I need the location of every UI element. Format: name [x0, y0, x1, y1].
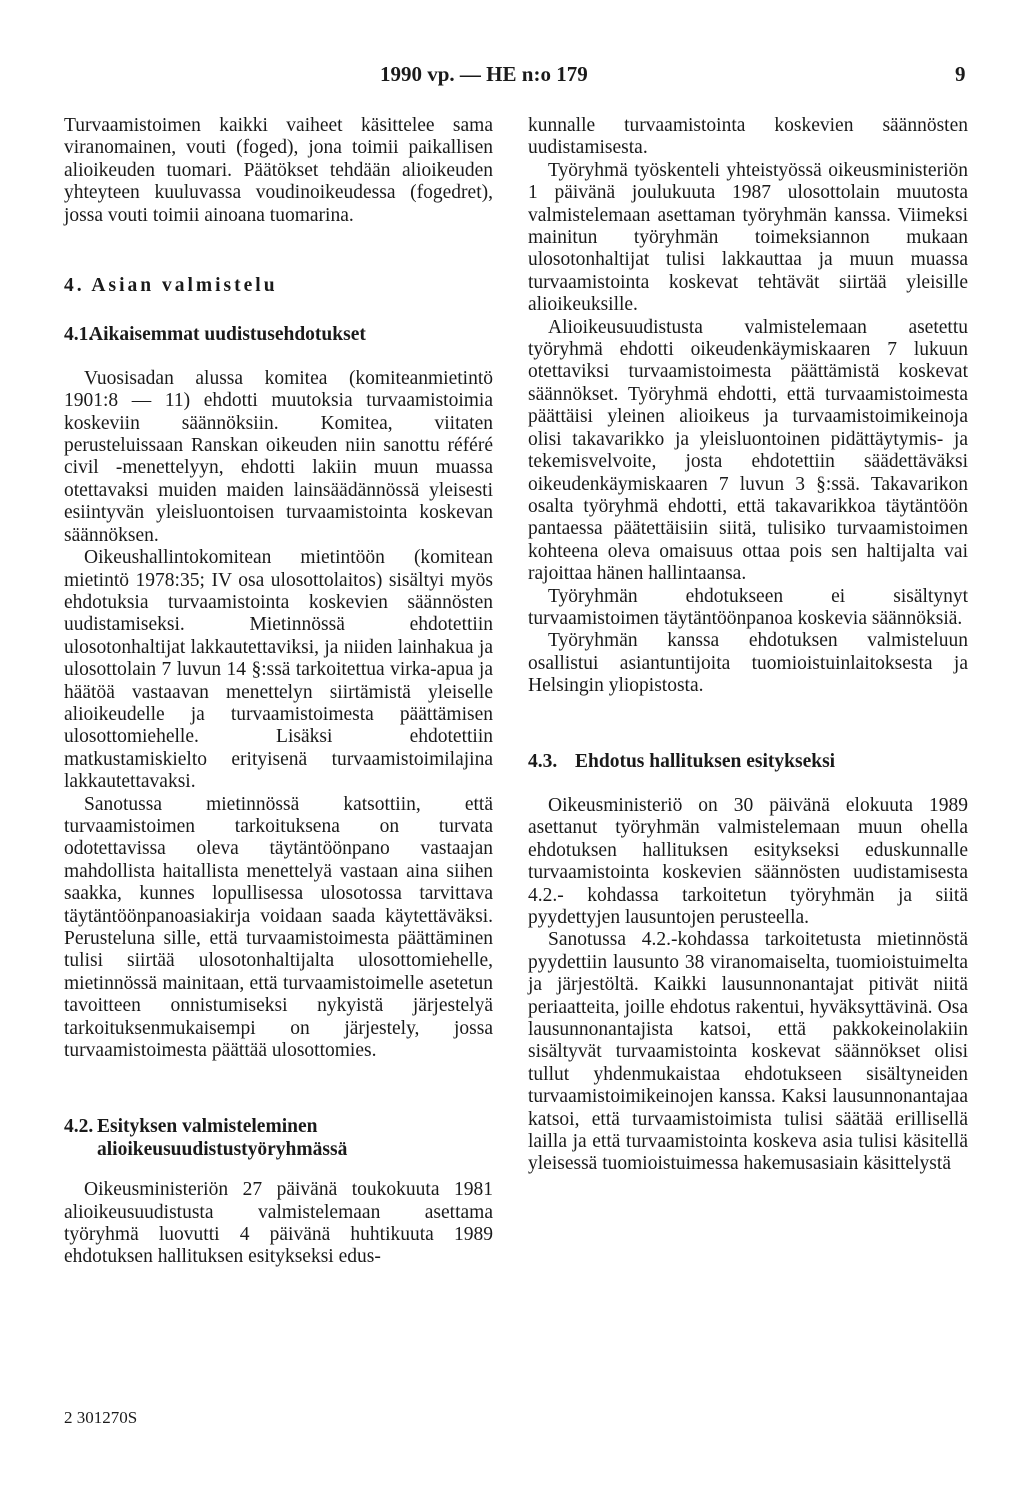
paragraph: Vuosisadan alussa komitea (komiteanmietintö 1901:8 — 11) ehdotti muutoksia turvaamistoimia koskeviin säännöksiin. Komitea, viitaten perusteluissaan Ranskan oikeuden niin sanottu référé civil -menettelyyn, ehdotti lakiin muun muassa otettavaksi muiden maiden lainsäädännössä yleisesti esiintyvän yleisluontoisen turvaamistointa koskevan säännöksen. — [64, 367, 493, 546]
paragraph: Työryhmän ehdotukseen ei sisältynyt turvaamistoimen täytäntöönpanoa koskevia säännöksiä. — [528, 585, 968, 629]
subsection-heading-4-1 — [64, 324, 493, 346]
subsection-heading-4-2 — [64, 1116, 493, 1161]
paragraph: Oikeusministeriö on 30 päivänä elokuuta 1989 asettanut työryhmän valmistelemaan muun ohella ehdotuksen hallituksen esitykseksi eduskunnalle turvaamistointa koskevien säännösten uudistamisesta 4.2.- kohdassa tarkoitetun työryhmän ja siitä pyydettyjen lausuntojen perusteella. — [528, 794, 968, 928]
paragraph: kunnalle turvaamistointa koskevien säännösten uudistamisesta. — [528, 115, 968, 159]
paragraph: Alioikeusuudistusta valmistelemaan asetettu työryhmä ehdotti oikeudenkäymiskaaren 7 lukuun otettaviksi turvaamistoimesta päättämistä koskevat säännökset. Työryhmä ehdotti, että turvaamistoimesta päättäisi yleinen alioikeus ja turvaamistoimikeinoja olisi takavarikko ja yleisluontoinen pidättäytymis- ja tekemisvelvoite, josta ehdotettiin säädettäväksi oikeudenkäymiskaaren 7 luvun 3 §:ssä. Takavarikon osalta työryhmä ehdotti, että takavarikkoa täytäntöön pantaessa päätettäisiin siitä, tulisiko turvaamistoimen kohteena oleva omaisuus ottaa pois sen haltijalta vai rajoittaa hänen hallintaansa. — [528, 316, 968, 585]
section-heading: 4. Asian valmistelu — [64, 275, 278, 297]
subsection-number: 4.1. — [64, 324, 94, 346]
subsection-heading-4-3 — [528, 751, 968, 773]
right-column — [528, 115, 968, 1176]
paragraph: Oikeusministeriön 27 päivänä toukokuuta 1981 alioikeusuudistusta valmistelemaan asettama työryhmä luovutti 4 päivänä huhtikuuta 1989 ehdotuksen hallituksen esitykseksi edus- — [64, 1179, 493, 1268]
subsection-title: Aikaisemmat uudistusehdotukset — [89, 324, 366, 346]
page-number: 9 — [955, 62, 966, 86]
subsection-title: Esityksen valmisteleminen alioikeusuudistustyöryhmässä — [97, 1116, 348, 1160]
page-header — [0, 62, 1024, 92]
paragraph: Sanotussa 4.2.-kohdassa tarkoitetusta mietinnöstä pyydettiin lausunto 38 viranomaiselta, tuomioistuimelta ja järjestöltä. Kaikki lausunnonantajat pitivät niitä periaatteita, joille ehdotus rakentui, hyväksyttävinä. Osa lausunnonantajista katsoi, että pakkokeinolakiin sisältyvät turvaamistointa koskevat säännökset olisi tullut yhdenmukaistaa ehdotukseen sisältyneiden turvaamistoimikeinojen kanssa. Kaksi lausunnonantajaa katsoi, että turvaamistoimista tulisi säätää erillisellä lailla ja että turvaamistointa koskeva asia tulisi käsitellä yleisessä tuomioistuimessa hakemusasiain käsittelystä — [528, 929, 968, 1175]
paragraph: Työryhmän kanssa ehdotuksen valmisteluun osallistui asiantuntijoita tuomioistuinlaitoksesta ja Helsingin yliopistosta. — [528, 630, 968, 697]
paragraph: Turvaamistoimen kaikki vaiheet käsittelee sama viranomainen, vouti (foged), jona toimii paikallisen alioikeuden tuomari. Päätökset tehdään alioikeuden yhteyteen kuuluvassa voudinoikeudessa (fogedret), jossa vouti toimii ainoana tuomarina. — [64, 115, 493, 226]
paragraph: Työryhmä työskenteli yhteistyössä oikeusministeriön 1 päivänä joulukuuta 1987 ulosottolain muutosta valmistelemaan asettaman työryhmän kanssa. Viimeksi mainitun työryhmän toimeksiannon mukaan ulosotonhaltijat tulisi lakkauttaa ja muun muassa turvaamistointa koskevat tehtävät siirtää yleisille alioikeuksille. — [528, 159, 968, 316]
subsection-title: Ehdotus hallituksen esitykseksi — [575, 750, 836, 772]
subsection-number: 4.2. — [64, 1116, 94, 1138]
paragraph: Oikeushallintokomitean mietintöön (komitean mietintö 1978:35; IV osa ulosottolaitos) sisältyi myös ehdotuksia turvaamistointa koskevien säännösten uudistamiseksi. Mietinnössä ehdotettiin ulosotonhaltijat lakkautettaviksi, ja niiden lainhakua ja ulosottolain 7 luvun 14 §:ssä tarkoitettua virka-apua ja häätöä vastaavan menettelyn siirtämistä yleiselle alioikeudelle ja turvaamistoimesta päättämisen ulosottomiehelle. Lisäksi ehdotettiin matkustamiskielto erityisenä turvaamistoimilajina lakkautettavaksi. — [64, 547, 493, 793]
left-column — [64, 115, 493, 1269]
print-code: 2 301270S — [64, 1408, 138, 1427]
running-title: 1990 vp. — HE n:o 179 — [380, 62, 588, 86]
subsection-number: 4.3. — [528, 750, 558, 772]
paragraph: Sanotussa mietinnössä katsottiin, että turvaamistoimen tarkoituksena on turvata odotettavissa oleva täytäntöönpano vastaajan mahdollista haitallista menettelyä vastaan aina siihen saakka, kunnes lopullisessa ulosotossa tarvittava täytäntöönpanoasiakirja voidaan saada käytettäväksi. Perusteluna sille, että turvaamistoimesta päättäminen tulisi siirtää ulosotonhaltijalta ulosottomiehelle, mietinnössä mainitaan, että turvaamistoimelle asetetun tavoitteen onnistumiseksi nykyistä järjestelyä tarkoituksenmukaisempi on järjestely, jossa turvaamistoimesta päättää ulosottomies. — [64, 793, 493, 1062]
